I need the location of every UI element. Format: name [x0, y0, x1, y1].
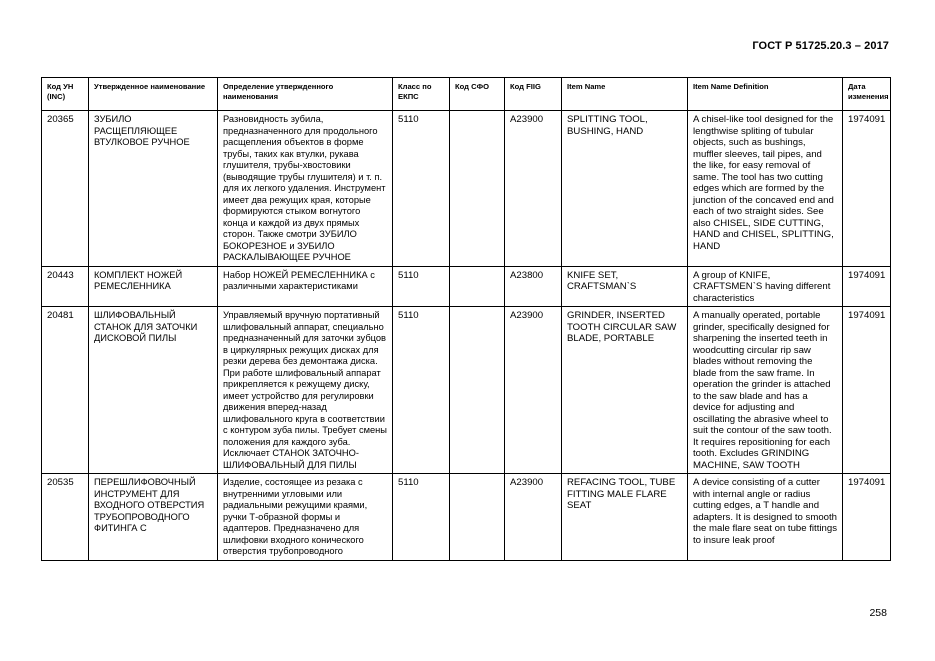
page-number: 258 [869, 607, 887, 619]
cell-item-name: REFACING TOOL, TUBE FITTING MALE FLARE SEAT [562, 474, 688, 561]
cell-approved-name: ШЛИФОВАЛЬНЫЙ СТАНОК ДЛЯ ЗАТОЧКИ ДИСКОВОЙ ПИЛЫ [89, 307, 218, 474]
cell-class: 5110 [393, 266, 450, 307]
cell-date: 1974091 [843, 266, 891, 307]
cell-date: 1974091 [843, 111, 891, 267]
column-header-item-definition: Item Name Definition [688, 78, 843, 111]
cell-item-definition: A device consisting of a cutter with internal angle or radius cutting edges, a T handle and adapters. It is designed to smooth the male flare seat on tube fittings to insure leak proof [688, 474, 843, 561]
cell-date: 1974091 [843, 307, 891, 474]
cell-approved-name: КОМПЛЕКТ НОЖЕЙ РЕМЕСЛЕННИКА [89, 266, 218, 307]
cell-item-definition: A group of KNIFE, CRAFTSMEN`S having different characteristics [688, 266, 843, 307]
cell-inc: 20365 [42, 111, 89, 267]
table-header-row [42, 78, 891, 111]
table-row [42, 111, 891, 267]
cell-sfo [450, 111, 505, 267]
cell-item-definition: A chisel-like tool designed for the lengthwise spliting of tubular objects, such as bushings, muffler sleeves, tail pipes, and the like, for easy removal of same. The tool has two cutting edges which are formed by the junction of the concaved end and each of two straight sides. See also CHISEL, SIDE CUTTING, HAND and CHISEL, SPLITTING, HAND [688, 111, 843, 267]
cell-approved-name: ПЕРЕШЛИФОВОЧНЫЙ ИНСТРУМЕНТ ДЛЯ ВХОДНОГО ОТВЕРСТИЯ ТРУБОПРОВОДНОГО ФИТИНГА С [89, 474, 218, 561]
cell-sfo [450, 474, 505, 561]
column-header-date: Дата изменения [843, 78, 891, 111]
cell-definition: Изделие, состоящее из резака с внутренними угловыми или радиальными режущими краями, ручки Т-образной формы и адаптеров. Предназначено для шлифовки входного конического отверстия трубопроводного [218, 474, 393, 561]
cell-class: 5110 [393, 474, 450, 561]
cell-item-name: SPLITTING TOOL, BUSHING, HAND [562, 111, 688, 267]
cell-sfo [450, 307, 505, 474]
cell-fiig: A23900 [505, 307, 562, 474]
cell-approved-name: ЗУБИЛО РАСЩЕПЛЯЮЩЕЕ ВТУЛКОВОЕ РУЧНОЕ [89, 111, 218, 267]
cell-fiig: A23900 [505, 111, 562, 267]
column-header-definition: Определение утвержденного наименования [218, 78, 393, 111]
cell-item-definition: A manually operated, portable grinder, specifically designed for sharpening the inserted teeth in woodcutting circular rip saw blades without removing the blade from the saw frame. In operation the grinder is attached to the saw blade and has a device for adjusting and oscillating the abrasive wheel to suit the contour of the saw tooth. It requires repositioning for each tooth. Excludes GRINDING MACHINE, SAW TOOTH [688, 307, 843, 474]
cell-class: 5110 [393, 307, 450, 474]
cell-definition: Разновидность зубила, предназначенного для продольного расщепления объектов в форме трубы, таких как втулки, рукава глушителя, трубы-хвостовики (выводящие трубы глушителя) и т. п. для их легкого удаления. Инструмент имеет два режущих края, которые формируются стыком вогнутого конца и каждой из двух прямых сторон. Также смотри ЗУБИЛО БОКОРЕЗНОЕ и ЗУБИЛО РАСКАЛЫВАЮЩЕЕ РУЧНОЕ [218, 111, 393, 267]
cell-date: 1974091 [843, 474, 891, 561]
column-header-inc: Код УН (INC) [42, 78, 89, 111]
cell-item-name: GRINDER, INSERTED TOOTH CIRCULAR SAW BLADE, PORTABLE [562, 307, 688, 474]
column-header-approved-name: Утвержденное наименование [89, 78, 218, 111]
cell-fiig: A23900 [505, 474, 562, 561]
cell-definition: Набор НОЖЕЙ РЕМЕСЛЕННИКА с различными характеристиками [218, 266, 393, 307]
cell-inc: 20535 [42, 474, 89, 561]
table-row [42, 307, 891, 474]
cell-sfo [450, 266, 505, 307]
column-header-sfo: Код СФО [450, 78, 505, 111]
cell-inc: 20481 [42, 307, 89, 474]
cell-definition: Управляемый вручную портативный шлифовальный аппарат, специально предназначенный для заточки зубцов в циркулярных режущих дисках для резки дерева без демонтажа диска. При работе шлифовальный аппарат прикрепляется к режущему диску, имеет устройство для регулировки движения вперед-назад шлифовального круга в соответствии с контуром зуба пилы. Требует смены положения для каждого зуба. Исключает СТАНОК ЗАТОЧНО-ШЛИФОВАЛЬНЫЙ ДЛЯ ПИЛЫ [218, 307, 393, 474]
table-viewport [41, 77, 892, 607]
table-row [42, 266, 891, 307]
cell-item-name: KNIFE SET, CRAFTSMAN`S [562, 266, 688, 307]
cell-class: 5110 [393, 111, 450, 267]
cell-fiig: A23800 [505, 266, 562, 307]
column-header-fiig: Код FIIG [505, 78, 562, 111]
column-header-class: Класс по ЕКПС [393, 78, 450, 111]
nomenclature-table [41, 77, 891, 561]
document-code: ГОСТ Р 51725.20.3 – 2017 [752, 40, 889, 52]
column-header-item-name: Item Name [562, 78, 688, 111]
cell-inc: 20443 [42, 266, 89, 307]
table-row [42, 474, 891, 561]
